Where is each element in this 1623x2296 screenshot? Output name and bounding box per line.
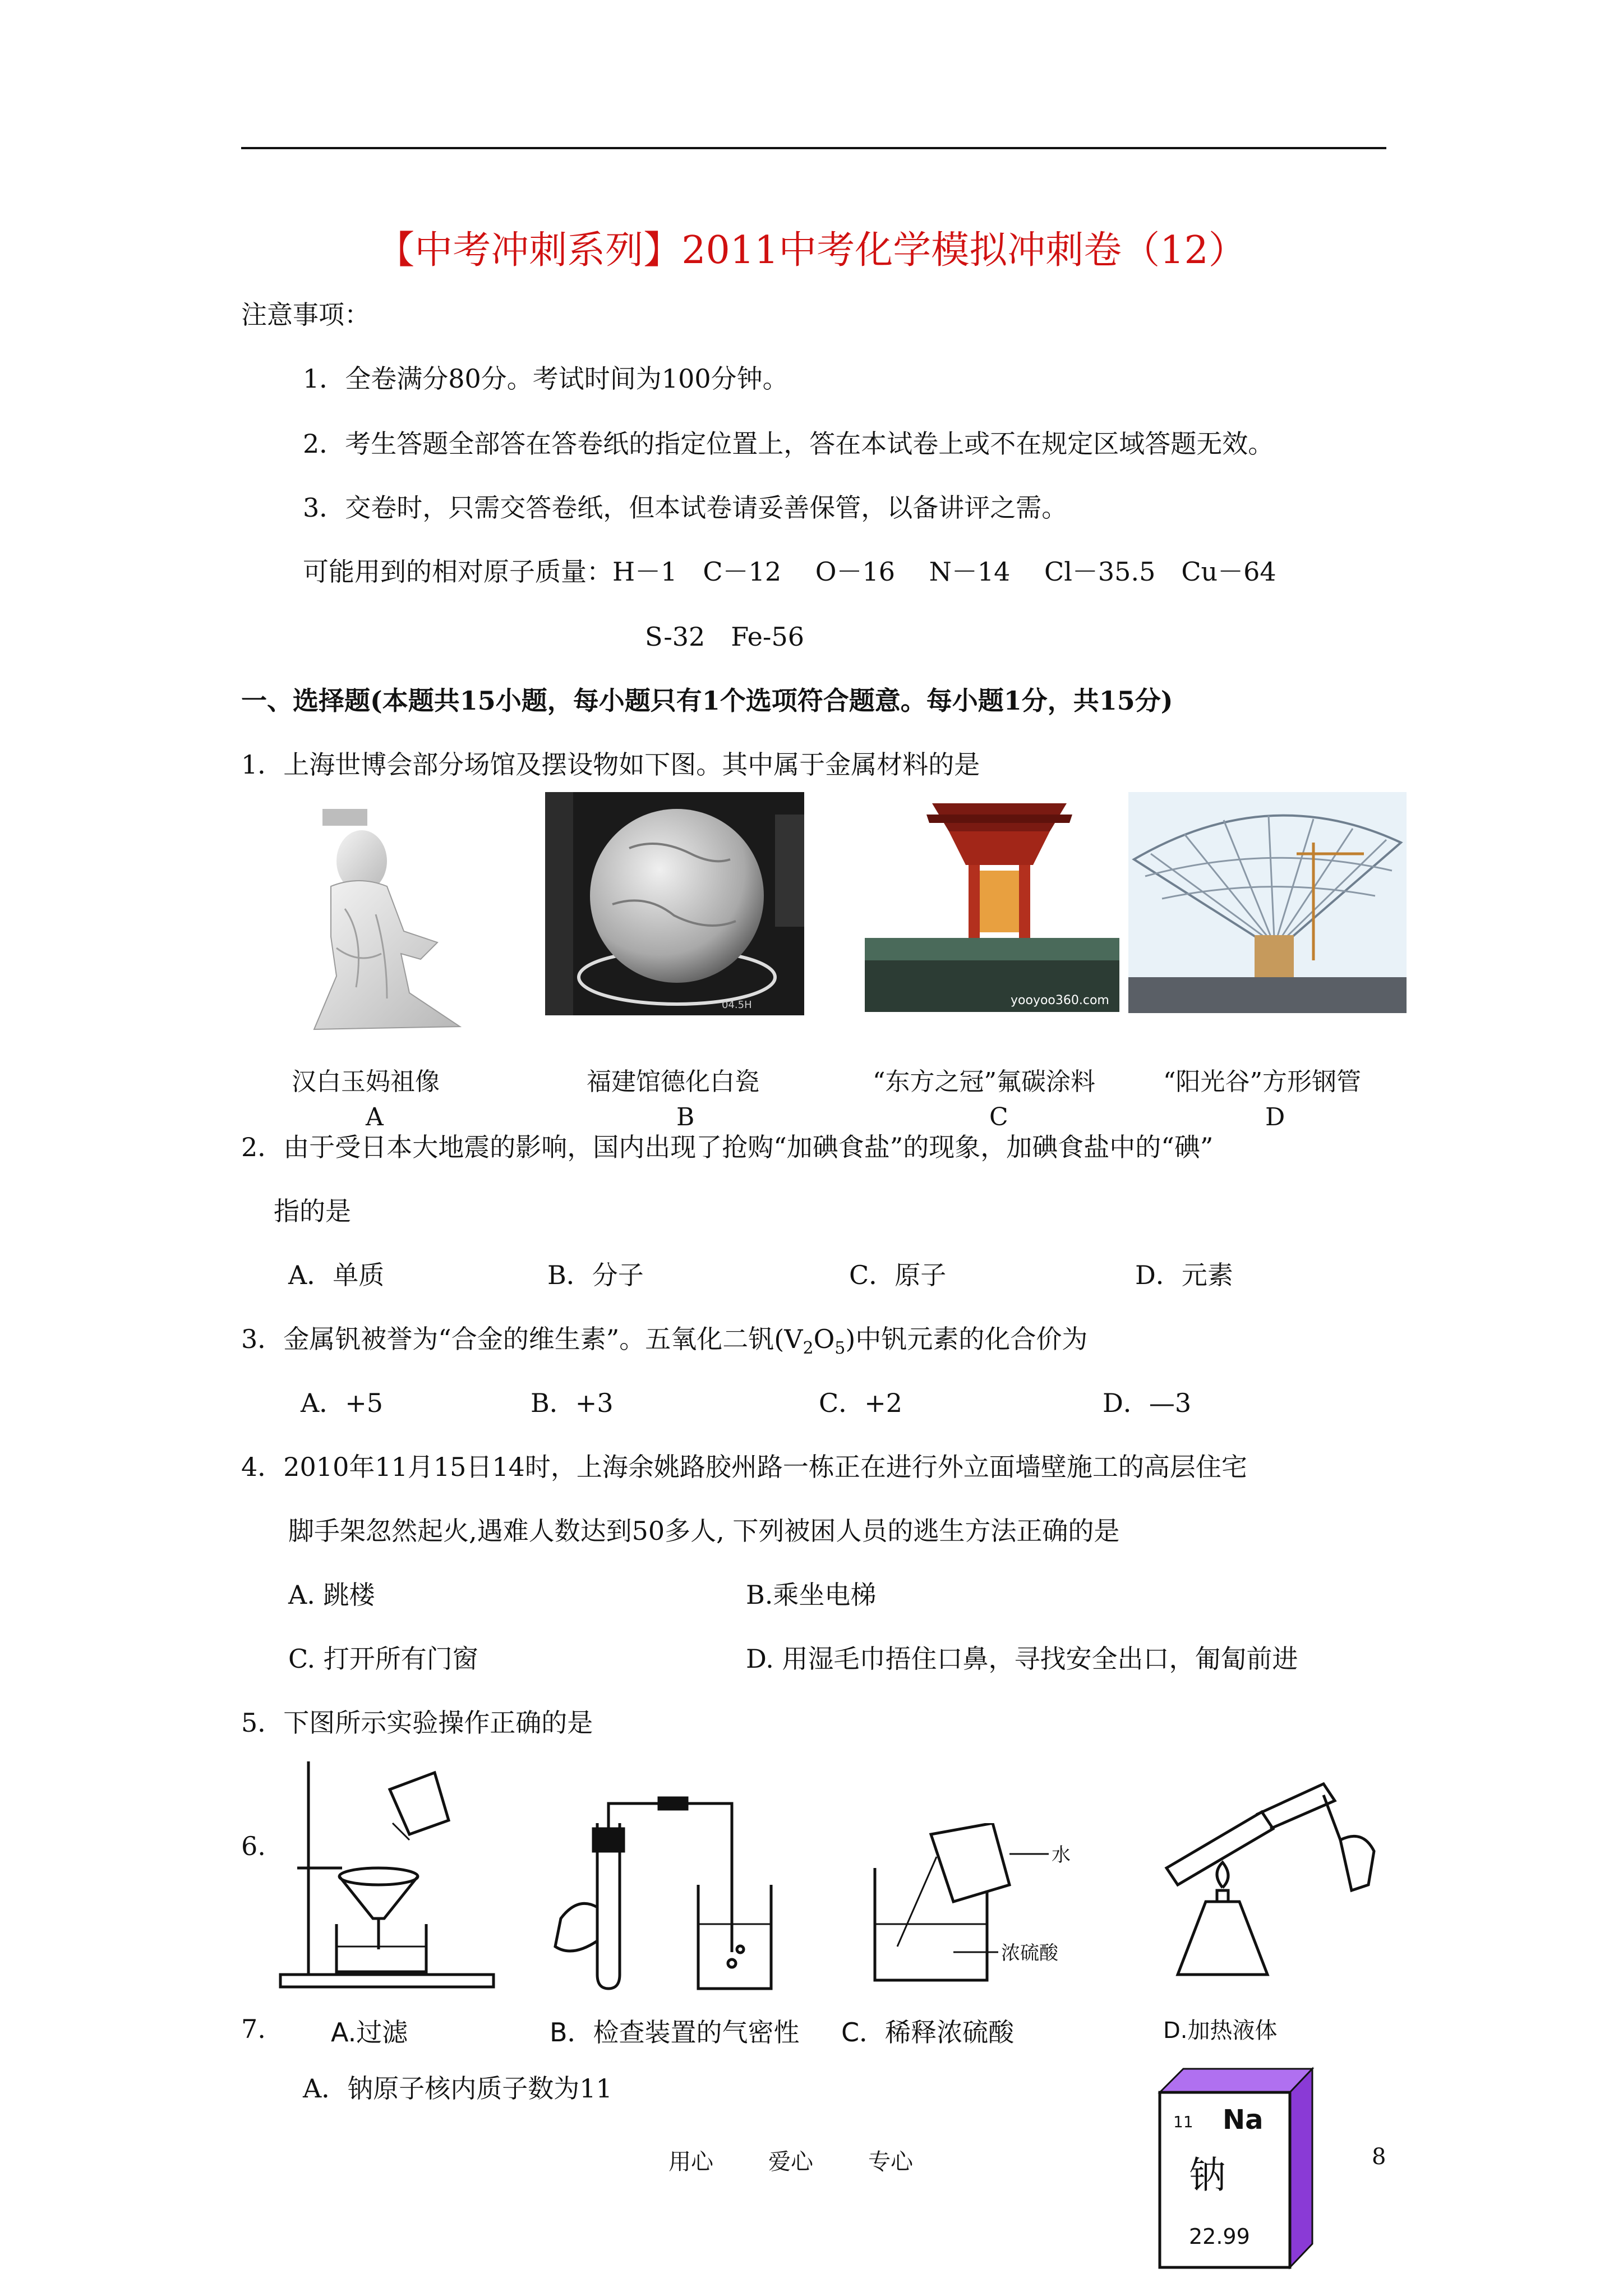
note-item-3: 3．交卷时，只需交答卷纸，但本试卷请妥善保管，以备讲评之需。 (303, 493, 1068, 523)
porcelain-globe-image (545, 792, 804, 1015)
q7-number: 7. (241, 2014, 266, 2044)
q7-option-a: A．钠原子核内质子数为11 (303, 2073, 612, 2104)
note-item-2: 2．考生答题全部答在答卷纸的指定位置上，答在本试卷上或不在规定区域答题无效。 (303, 429, 1274, 459)
q3-option-c: C．+2 (819, 1388, 903, 1418)
water-label: 水 (1052, 1844, 1071, 1866)
dilution-diagram (864, 1823, 1105, 1991)
q5-stem: 5．下图所示实验操作正确的是 (241, 1708, 593, 1738)
q4-option-a: A. 跳楼 (288, 1580, 375, 1610)
q4-stem-2: 脚手架忽然起火,遇难人数达到50多人, 下列被困人员的逃生方法正确的是 (288, 1516, 1120, 1546)
q1-stem: 1．上海世博会部分场馆及摆设物如下图。其中属于金属材料的是 (241, 749, 980, 780)
q2-stem-2: 指的是 (274, 1196, 351, 1226)
q2-stem-1: 2．由于受日本大地震的影响，国内出现了抢购“加碘食盐”的现象，加碘食盐中的“碘” (241, 1132, 1214, 1162)
label-heating: D.加热液体 (1163, 2018, 1278, 2044)
atomic-mass-line-1: 可能用到的相对原子质量：H－1 C－12 O－16 N－14 Cl－35.5 Cu－64 (303, 556, 1276, 587)
page-title: 【中考冲刺系列】2011中考化学模拟冲刺卷（12） (376, 228, 1247, 273)
footer-motto-2: 爱心 (768, 2149, 813, 2175)
label-dilution: C．稀释浓硫酸 (841, 2017, 1015, 2047)
q2-option-a: A．单质 (288, 1260, 385, 1290)
filtration-diagram (275, 1756, 510, 1991)
statue-image (292, 808, 527, 1032)
caption-b: 福建馆德化白瓷 (587, 1068, 759, 1096)
caption-c: “东方之冠”氟碳涂料 (873, 1068, 1095, 1096)
globe-caption-text: 04.5H (722, 999, 752, 1011)
q4-stem-1: 4．2010年11月15日14时，上海余姚路胶州路一栋正在进行外立面墙壁施工的高层住宅 (241, 1452, 1247, 1482)
label-filtration: A.过滤 (331, 2017, 408, 2047)
q4-option-c: C. 打开所有门窗 (288, 1644, 478, 1674)
heating-diagram (1155, 1773, 1391, 1991)
sun-valley-image (1128, 792, 1407, 1013)
q4-option-d: D. 用湿毛巾捂住口鼻，寻找安全出口，匍匐前进 (746, 1644, 1298, 1674)
letter-c: C (989, 1103, 1008, 1131)
letter-b: B (676, 1103, 695, 1131)
element-symbol: Na (1223, 2104, 1264, 2136)
q3-option-a: A．+5 (301, 1388, 384, 1418)
caption-d: “阳光谷”方形钢管 (1163, 1068, 1361, 1096)
page-number: 8 (1372, 2144, 1386, 2170)
watermark-text: yooyoo360.com (1011, 993, 1109, 1007)
element-name: 钠 (1189, 2154, 1226, 2197)
element-card (1155, 2064, 1318, 2272)
q6-number: 6. (241, 1831, 266, 1861)
notes-heading: 注意事项： (241, 300, 370, 330)
q2-option-c: C．原子 (849, 1260, 947, 1290)
q3-option-d: D．—3 (1103, 1388, 1192, 1418)
caption-a: 汉白玉妈祖像 (292, 1068, 440, 1096)
q3-stem: 3．金属钒被誉为“合金的维生素”。五氧化二钒$(V_2O_5)$中钒元素的化合价为 (241, 1324, 1088, 1359)
note-item-1: 1．全卷满分80分。考试时间为100分钟。 (303, 364, 789, 394)
china-pavilion-image (865, 792, 1119, 1012)
q2-option-d: D．元素 (1135, 1260, 1233, 1290)
q2-option-b: B．分子 (547, 1260, 644, 1290)
footer-motto-1: 用心 (668, 2149, 713, 2175)
letter-d: D (1265, 1103, 1285, 1131)
airtightness-diagram (538, 1795, 796, 1991)
label-airtightness: B．检查装置的气密性 (550, 2017, 800, 2047)
header-rule (241, 147, 1386, 149)
section-1-heading: 一、选择题(本题共15小题，每小题只有1个选项符合题意。每小题1分，共15分) (241, 685, 1173, 716)
atomic-mass: 22.99 (1189, 2224, 1250, 2249)
atomic-mass-line-2: S-32 Fe-56 (645, 622, 804, 652)
q3-option-b: B．+3 (531, 1388, 614, 1418)
footer-motto-3: 专心 (868, 2149, 913, 2175)
atomic-number: 11 (1173, 2113, 1193, 2131)
q4-option-b: B.乘坐电梯 (746, 1580, 877, 1610)
acid-label: 浓硫酸 (1001, 1942, 1058, 1964)
letter-a: A (366, 1103, 384, 1131)
